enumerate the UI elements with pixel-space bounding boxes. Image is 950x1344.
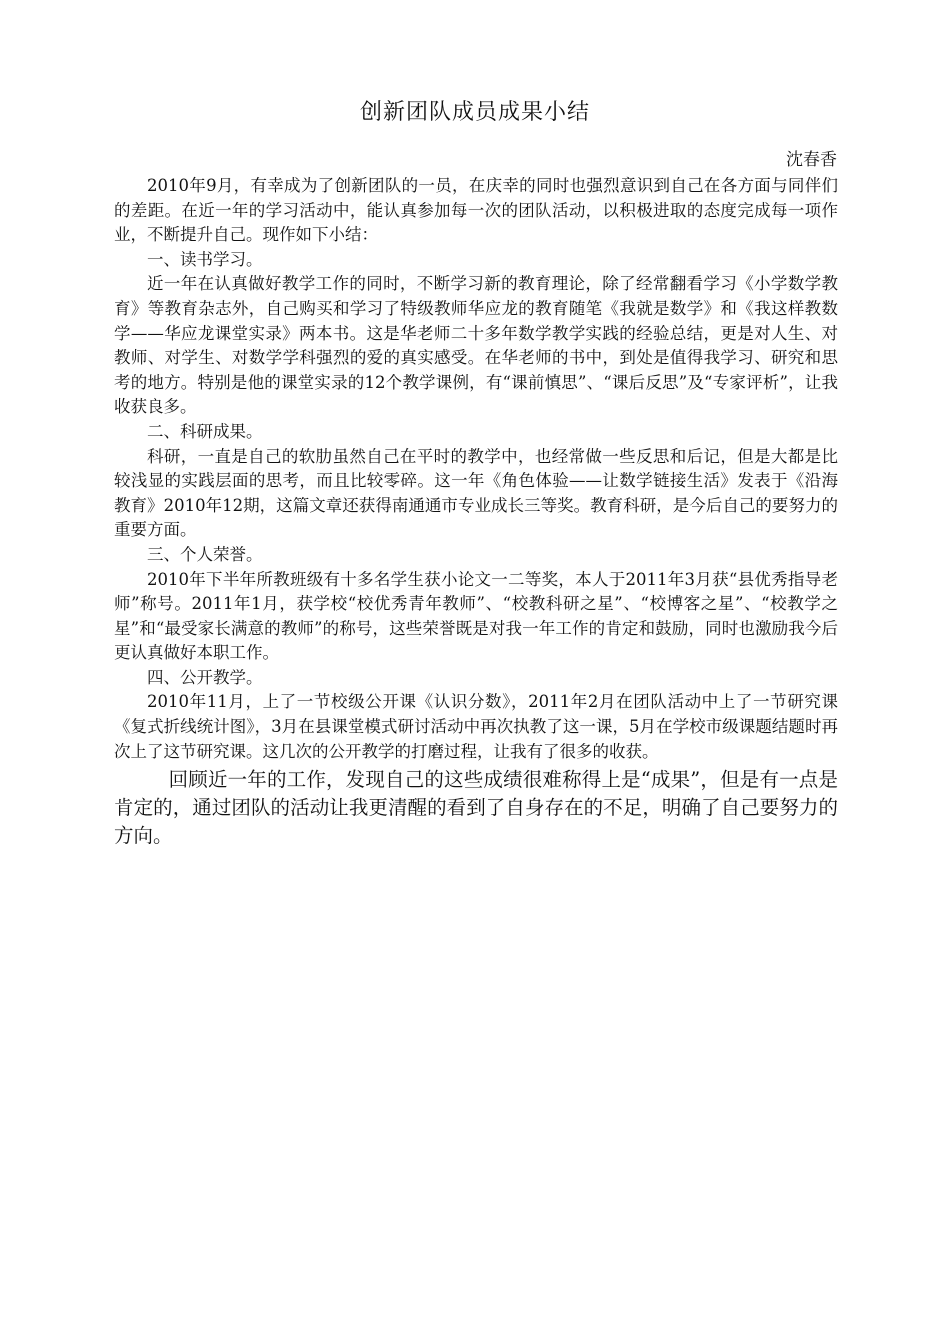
section-text-research: 科研，一直是自己的软肋虽然自己在平时的教学中，也经常做一些反思和后记，但是大都是比较浅显的实践层面的思考，而且比较零碎。这一年《角色体验——让数学链接生活》发表于《沿海教育》2010年12期，这篇文章还获得南通通市专业成长三等奖。教育科研，是今后自己的要努力的重要方面。 — [114, 446, 838, 540]
section-heading-honors: 三、个人荣誉。 — [147, 544, 263, 564]
closing-paragraph: 回顾近一年的工作，发现自己的这些成绩很难称得上是“成果”，但是有一点是肯定的，通过团队的活动让我更清醒的看到了自身存在的不足，明确了自己要努力的方向。 — [114, 768, 838, 848]
section-heading-reading: 一、读书学习。 — [147, 249, 263, 269]
section-heading-research: 二、科研成果。 — [147, 421, 263, 441]
document-title: 创新团队成员成果小结 — [359, 100, 590, 125]
section-text-honors: 2010年下半年所教班级有十多名学生获小论文一二等奖，本人于2011年3月获“县优秀指导老师”称号。2011年1月，获学校“校优秀青年教师”、“校教科研之星”、“校博客之星”、“校教学之星”和“最受家长满意的教师”的称号，这些荣誉既是对我一年工作的肯定和鼓励，同时也激励我今后更认真做好本职工作。 — [114, 569, 838, 663]
section-text-public-teaching: 2010年11月，上了一节校级公开课《认识分数》，2011年2月在团队活动中上了一节研究课《复式折线统计图》，3月在县课堂模式研讨活动中再次执教了这一课，5月在学校市级课题结题时再次上了这节研究课。这几次的公开教学的打磨过程，让我有了很多的收获。 — [114, 692, 838, 761]
author-name: 沈春香 — [786, 150, 837, 170]
intro-paragraph: 2010年9月，有幸成为了创新团队的一员，在庆幸的同时也强烈意识到自己在各方面与同伴们的差距。在近一年的学习活动中，能认真参加每一次的团队活动，以积极进取的态度完成每一项作业，不断提升自己。现作如下小结： — [114, 176, 838, 245]
document-body — [114, 174, 838, 850]
section-text-reading: 近一年在认真做好教学工作的同时，不断学习新的教育理论，除了经常翻看学习《小学数学教育》等教育杂志外，自己购买和学习了特级教师华应龙的教育随笔《我就是数学》和《我这样教数学——华应龙课堂实录》两本书。这是华老师二十多年数学教学实践的经验总结，更是对人生、对教师、对学生、对数学学科强烈的爱的真实感受。在华老师的书中，到处是值得我学习、研究和思考的地方。特别是他的课堂实录的12个教学课例，有“课前慎思”、“课后反思”及“专家评析”，让我收获良多。 — [114, 274, 838, 417]
section-heading-public-teaching: 四、公开教学。 — [147, 667, 263, 687]
